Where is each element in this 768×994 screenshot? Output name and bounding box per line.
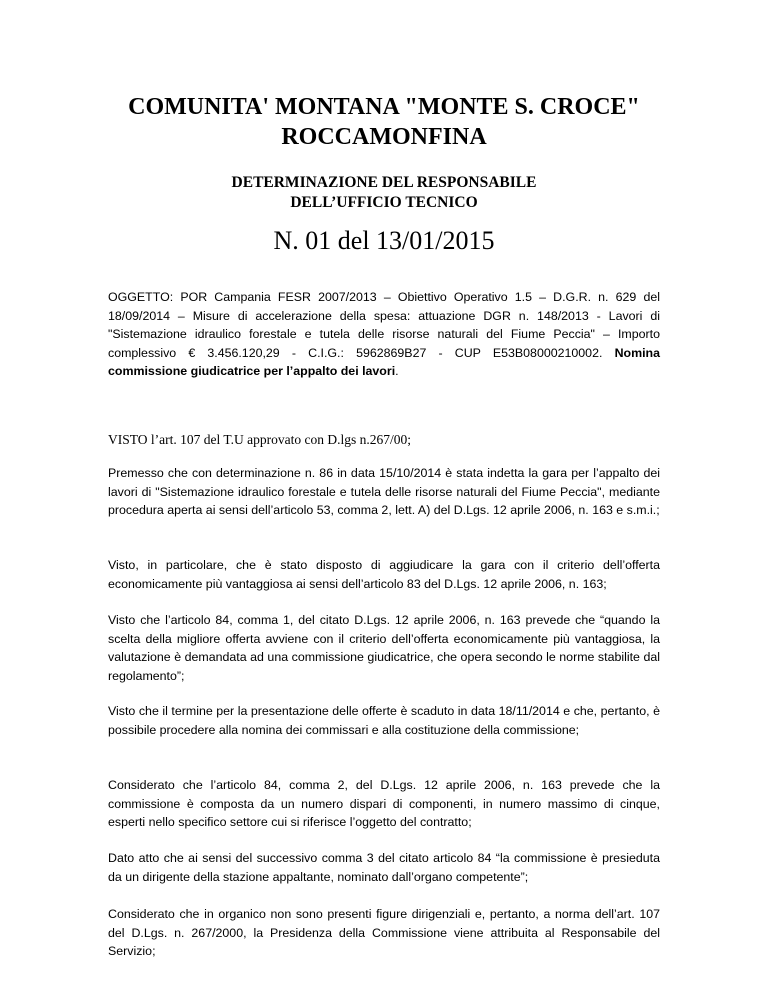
considerato-commissione-paragraph: Considerato che l’articolo 84, comma 2, del D.Lgs. 12 aprile 2006, n. 163 prevede che la commissione è composta da un numero dispari di componenti, in numero massimo di cinque, esperti nello specifico settore cui si riferisce l’oggetto del contratto; bbox=[108, 778, 660, 830]
subject-text: OGGETTO: POR Campania FESR 2007/2013 – Obiettivo Operativo 1.5 – D.G.R. n. 629 del 18/09/2014 – Misure di accelerazione della spesa: attuazione DGR n. 148/2013 - Lavori di "Sistemazione idraulico forestale e tutela delle risorse naturali del Fiume Peccia" – Importo complessivo € 3.456.120,29 - C.I.G.: 5962869B27 - CUP E53B08000210002. bbox=[108, 290, 660, 360]
subject-end: . bbox=[395, 364, 399, 379]
organization-location: ROCCAMONFINA bbox=[281, 124, 487, 150]
dato-atto-paragraph: Dato atto che ai sensi del successivo comma 3 del citato articolo 84 “la commissione è presieduta da un dirigente della stazione appaltante, nominato dall’organo competente”; bbox=[108, 851, 660, 884]
premesso-paragraph: Premesso che con determinazione n. 86 in data 15/10/2014 è stata indetta la gara per l’appalto dei lavori di "Sistemazione idraulico forestale e tutela delle risorse naturali del Fiume Peccia", mediante procedura aperta ai sensi dell’articolo 53, comma 2, lett. A) del D.Lgs. 12 aprile 2006, n. 163 e s.m.i.; bbox=[108, 466, 660, 518]
visto-tu-paragraph: VISTO l’art. 107 del T.U approvato con D.lgs n.267/00; bbox=[108, 432, 411, 447]
subject-paragraph bbox=[108, 288, 660, 381]
subject-bold-text: Nomina commissione giudicatrice per l’appalto dei lavori bbox=[108, 345, 660, 379]
visto-termine-paragraph: Visto che il termine per la presentazione delle offerte è scaduto in data 18/11/2014 e che, pertanto, è possibile procedere alla nomina dei commissari e alla costituzione della commissione; bbox=[108, 704, 660, 737]
determination-number: N. 01 del 13/01/2015 bbox=[273, 226, 495, 255]
document-type-line2: DELL’UFFICIO TECNICO bbox=[290, 194, 478, 211]
visto-articolo84-paragraph: Visto che l’articolo 84, comma 1, del citato D.Lgs. 12 aprile 2006, n. 163 prevede che “quando la scelta della migliore offerta avviene con il criterio dell’offerta economicamente più vantaggiosa, la valutazione è demandata ad una commissione giudicatrice, che opera secondo le norme stabilite dal regolamento”; bbox=[108, 613, 660, 683]
document-type-line1: DETERMINAZIONE DEL RESPONSABILE bbox=[231, 174, 537, 191]
organization-name: COMUNITA' MONTANA "MONTE S. CROCE" bbox=[128, 94, 640, 120]
considerato-organico-paragraph: Considerato che in organico non sono presenti figure dirigenziali e, pertanto, a norma dell’art. 107 del D.Lgs. n. 267/2000, la Presidenza della Commissione viene attribuita al Responsabile del Servizio; bbox=[108, 907, 660, 959]
visto-criterio-paragraph: Visto, in particolare, che è stato disposto di aggiudicare la gara con il criterio dell’offerta economicamente più vantaggiosa ai sensi dell’articolo 83 del D.Lgs. 12 aprile 2006, n. 163; bbox=[108, 558, 660, 591]
